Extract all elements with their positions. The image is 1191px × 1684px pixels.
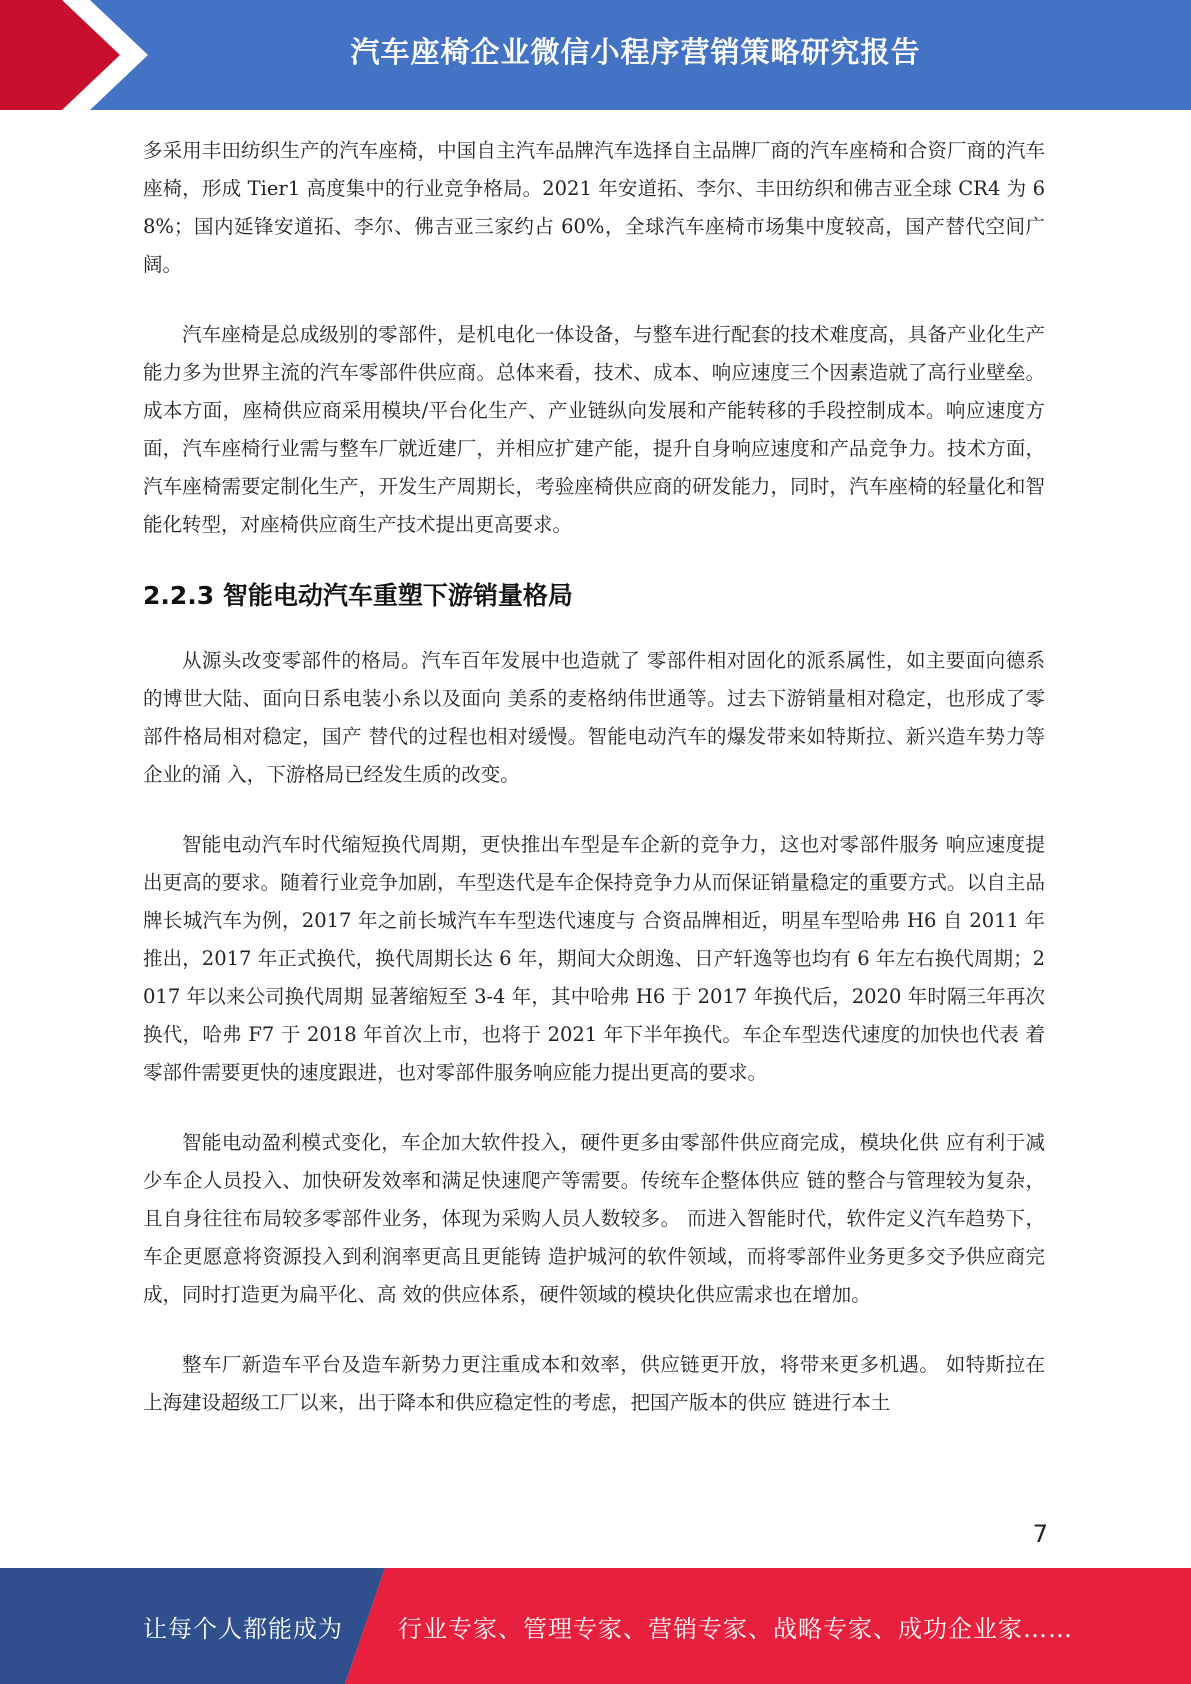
report-title: 汽车座椅企业微信小程序营销策略研究报告 [350,34,921,69]
paragraph-4: 智能电动汽车时代缩短换代周期，更快推出车型是车企新的竞争力，这也对零部件服务 响应速度提出更高的要求。随着行业竞争加剧，车型迭代是车企保持竞争力从而保证销量稳定的重要方式。以自主品牌长城汽车为例，2017 年之前长城汽车车型迭代速度与 合资品牌相近，明星车型哈弗 H6 自 2011 年推出，2017 年正式换代，换代周期长达 6 年，期间大众朗逸、日产轩逸等也均有 6 年左右换代周期；2017 年以来公司换代周期 显著缩短至 3-4 年，其中哈弗 H6 于 2017 年换代后，2020 年时隔三年再次换代，哈弗 F7 于 2018 年首次上市，也将于 2021 年下半年换代。车企车型迭代速度的加快也代表 着零部件需要更快的速度跟进，也对零部件服务响应能力提出更高的要求。 [143,833,1045,1084]
paragraph-2: 汽车座椅是总成级别的零部件，是机电化一体设备，与整车进行配套的技术难度高，具备产业化生产能力多为世界主流的汽车零部件供应商。总体来看，技术、成本、响应速度三个因素造就了高行业壁垒。成本方面，座椅供应商采用模块/平台化生产、产业链纵向发展和产能转移的手段控制成本。响应速度方面，汽车座椅行业需与整车厂就近建厂，并相应扩建产能，提升自身响应速度和产品竞争力。技术方面，汽车座椅需要定制化生产，开发生产周期长，考验座椅供应商的研发能力，同时，汽车座椅的轻量化和智能化转型，对座椅供应商生产技术提出更高要求。 [143,323,1045,536]
paragraph-1: 多采用丰田纺织生产的汽车座椅，中国自主汽车品牌汽车选择自主品牌厂商的汽车座椅和合资厂商的汽车座椅，形成 Tier1 高度集中的行业竞争格局。2021 年安道拓、李尔、丰田纺织和佛吉亚全球 CR4 为 68%；国内延锋安道拓、李尔、佛吉亚三家约占 60%，全球汽车座椅市场集中度较高，国产替代空间广阔。 [143,139,1045,276]
header-band [0,0,1191,110]
header-arrow-icon [0,0,160,110]
document-body [143,132,1045,1454]
footer-slogan-left: 让每个人都能成为 [143,1614,343,1643]
paragraph-3: 从源头改变零部件的格局。汽车百年发展中也造就了 零部件相对固化的派系属性，如主要面向德系的博世大陆、面向日系电装小糸以及面向 美系的麦格纳伟世通等。过去下游销量相对稳定，也形成了零部件格局相对稳定，国产 替代的过程也相对缓慢。智能电动汽车的爆发带来如特斯拉、新兴造车势力等企业的涌 入，下游格局已经发生质的改变。 [143,649,1045,786]
paragraph-6: 整车厂新造车平台及造车新势力更注重成本和效率，供应链更开放，将带来更多机遇。 如特斯拉在上海建设超级工厂以来，出于降本和供应稳定性的考虑，把国产版本的供应 链进行本土 [143,1353,1045,1414]
paragraph-5: 智能电动盈利模式变化，车企加大软件投入，硬件更多由零部件供应商完成，模块化供 应有利于减少车企人员投入、加快研发效率和满足快速爬产等需要。传统车企整体供应 链的整合与管理较为复杂，且自身往往布局较多零部件业务，体现为采购人员人数较多。 而进入智能时代，软件定义汽车趋势下，车企更愿意将资源投入到利润率更高且更能铸 造护城河的软件领域，而将零部件业务更多交予供应商完成，同时打造更为扁平化、高 效的供应体系，硬件领域的模块化供应需求也在增加。 [143,1131,1045,1306]
page-number: 7 [1032,1520,1048,1548]
footer-slogan-right: 行业专家、管理专家、营销专家、战略专家、成功企业家…… [398,1614,1073,1643]
section-heading: 2.2.3 智能电动汽车重塑下游销量格局 [143,581,573,610]
footer-band [0,1568,1191,1684]
